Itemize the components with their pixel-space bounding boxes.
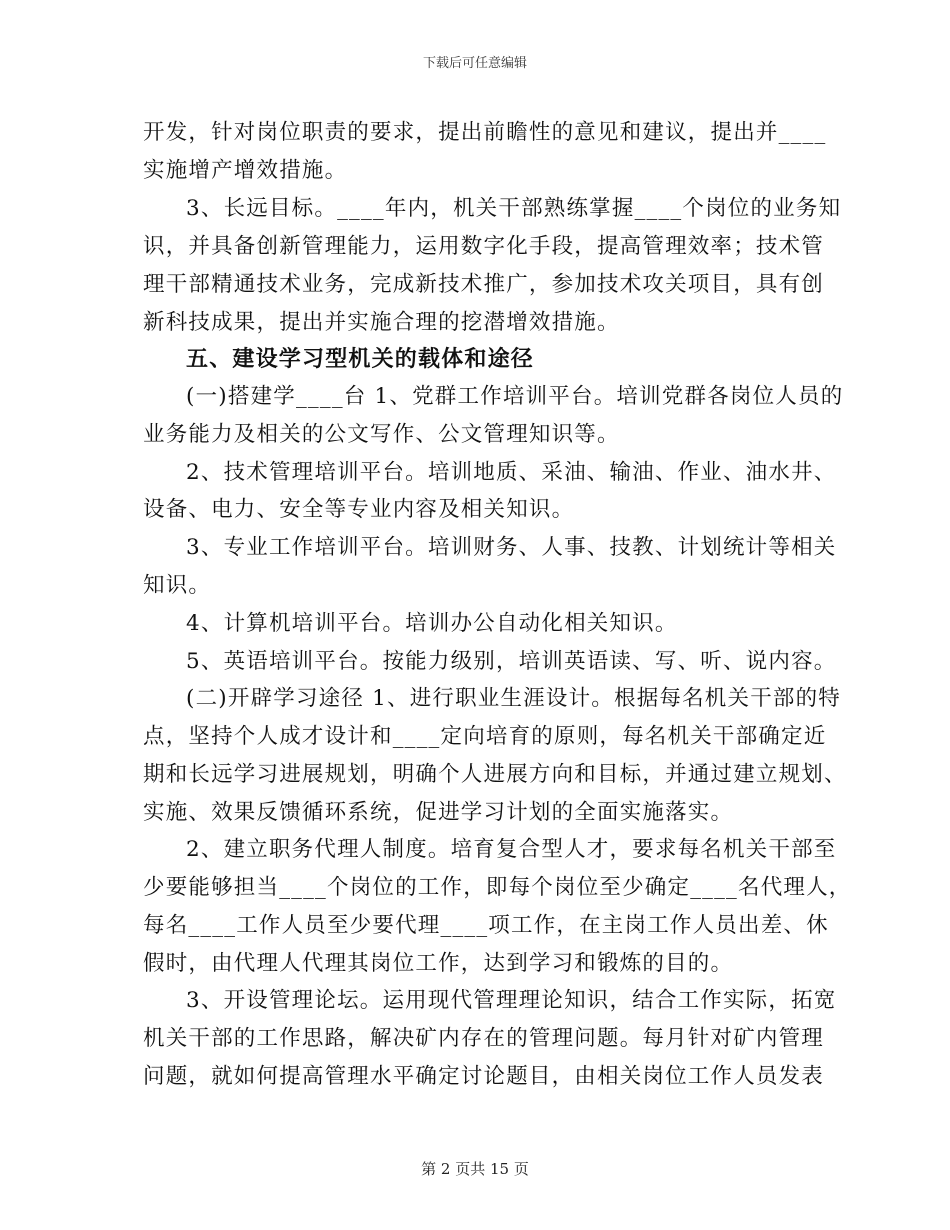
- body-line: 期和长远学习进展规划，明确个人进展方向和目标，并通过建立规划、: [143, 762, 847, 787]
- body-line: 设备、电力、安全等专业内容及相关知识。: [143, 497, 575, 522]
- body-line: 每名____工作人员至少要代理____项工作，在主岗工作人员出差、休: [143, 913, 829, 938]
- body-line: 识，并具备创新管理能力，运用数字化手段，提高管理效率；技术管: [143, 234, 825, 259]
- body-line: (一)搭建学____台 1、党群工作培训平台。培训党群各岗位人员的: [186, 384, 844, 409]
- body-line: 假时，由代理人代理其岗位工作，达到学习和锻炼的目的。: [143, 951, 734, 976]
- body-line: 少要能够担当____个岗位的工作，即每个岗位至少确定____名代理人，: [143, 875, 852, 900]
- body-line: 知识。: [143, 573, 212, 598]
- body-line: 实施增产增效措施。: [143, 158, 348, 183]
- body-line: 3、开设管理论坛。运用现代管理理论知识，结合工作实际，拓宽: [186, 988, 837, 1013]
- page-header-note: 下载后可任意编辑: [422, 56, 527, 71]
- body-line: 2、技术管理培训平台。培训地质、采油、输油、作业、油水井、: [186, 460, 837, 485]
- body-line: 实施、效果反馈循环系统，促进学习计划的全面实施落实。: [143, 800, 734, 825]
- body-line: 新科技成果，提出并实施合理的挖潜增效措施。: [143, 310, 620, 335]
- body-line: 问题，就如何提高管理水平确定讨论题目，由相关岗位工作人员发表: [143, 1064, 825, 1089]
- body-line: 3、专业工作培训平台。培训财务、人事、技教、计划统计等相关: [186, 535, 837, 560]
- body-line: 3、长远目标。____年内，机关干部熟练掌握____个岗位的业务知: [186, 196, 842, 221]
- body-line: 开发，针对岗位职责的要求，提出前瞻性的意见和建议，提出并____: [143, 120, 827, 145]
- body-line: 业务能力及相关的公文写作、公文管理知识等。: [143, 422, 620, 447]
- body-line: 机关干部的工作思路，解决矿内存在的管理问题。每月针对矿内管理: [143, 1026, 825, 1051]
- page-number: 第 2 页共 15 页: [421, 1160, 529, 1178]
- body-line: 理干部精通技术业务，完成新技术推广，参加技术攻关项目，具有创: [143, 272, 825, 297]
- section-heading: 五、建设学习型机关的载体和途径: [186, 346, 535, 372]
- body-line: 5、英语培训平台。按能力级别，培训英语读、写、听、说内容。: [186, 649, 837, 674]
- body-line: 点，坚持个人成才设计和____定向培育的原则，每名机关干部确定近: [143, 724, 827, 749]
- body-line: (二)开辟学习途径 1、进行职业生涯设计。根据每名机关干部的特: [186, 686, 841, 711]
- body-line: 2、建立职务代理人制度。培育复合型人才，要求每名机关干部至: [186, 837, 837, 862]
- body-line: 4、计算机培训平台。培训办公自动化相关知识。: [186, 611, 678, 636]
